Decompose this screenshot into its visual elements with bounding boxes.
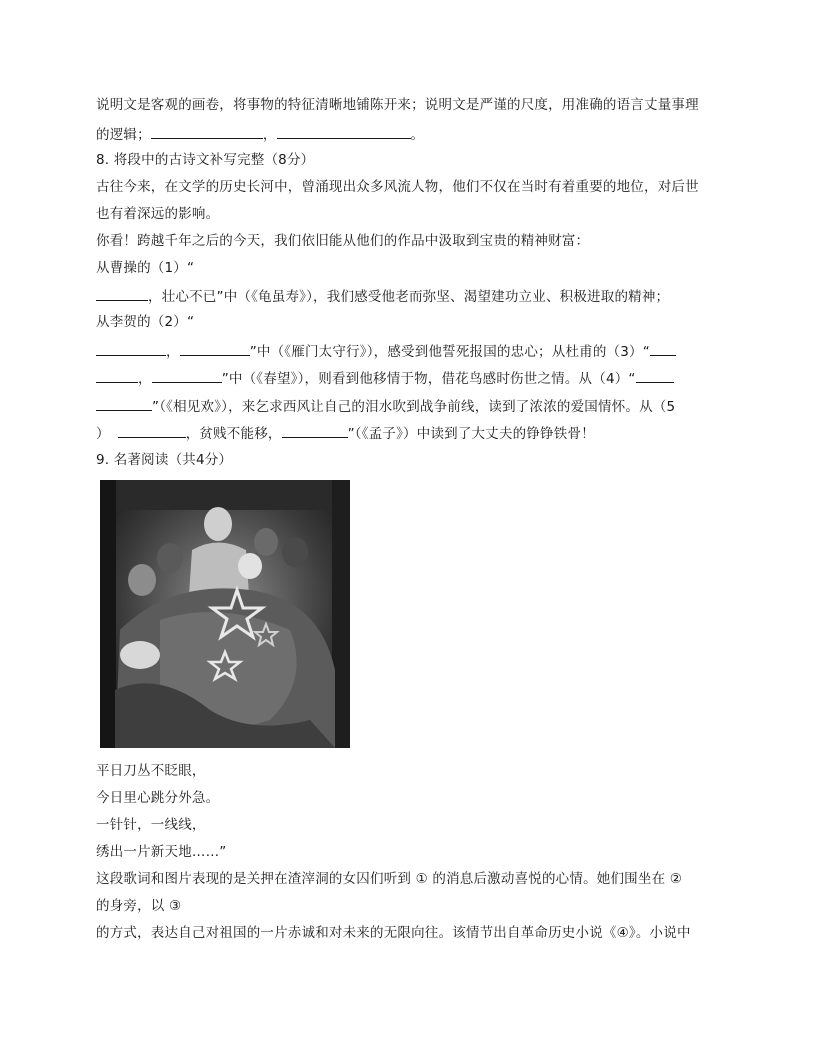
q8-paragraph-line [96,368,674,388]
q8-text: ”中（《春望》），则看到他移情于物，借花鸟感时伤世之情。从（4）“ [221,371,636,387]
intro-line-2-text-c: 。 [410,127,425,143]
historical-photo [100,480,350,748]
answer-blank[interactable] [152,368,222,383]
q8-paragraph-line: 也有着深远的影响。 [96,206,220,222]
question-8-title: 8. 将段中的古诗文补写完整（8分） [96,152,315,168]
poem-line: 平日刀丛不眨眼， [96,763,206,779]
intro-line-2 [96,124,424,144]
answer-blank[interactable] [96,341,166,356]
poem-line: 一针针，一线线， [96,817,206,833]
q8-paragraph-line: 从曹操的（1）“ [96,260,195,276]
answer-blank[interactable] [636,368,674,383]
answer-blank[interactable] [151,124,263,139]
q8-paragraph-line [96,286,669,306]
poem-line: 今日里心跳分外急。 [96,790,220,806]
intro-line-2-text-b: ， [262,127,277,143]
q9-paragraph-line: 这段歌词和图片表现的是关押在渣滓洞的女囚们听到 ① 的消息后激动喜悦的心情。她们围坐在 ② [96,871,683,887]
answer-blank[interactable] [180,341,250,356]
q9-paragraph-line: 的身旁，以 ③ [96,898,182,914]
q8-text: ， [138,371,152,387]
intro-line-2-text-a: 的逻辑； [96,127,151,143]
answer-blank[interactable] [650,341,676,356]
q8-paragraph-line [96,423,595,443]
q8-paragraph-line [96,341,676,361]
q8-text: ， [166,344,180,360]
q8-text: ”（《孟子》）中读到了大丈夫的铮铮铁骨！ [347,426,595,442]
answer-blank[interactable] [96,286,148,301]
q8-paragraph-line: 你看！跨越千年之后的今天，我们依旧能从他们的作品中汲取到宝贵的精神财富： [96,233,590,249]
poem-line: 绣出一片新天地……” [96,844,227,860]
intro-line-1: 说明文是客观的画卷，将事物的特征清晰地铺陈开来；说明文是严谨的尺度，用准确的语言丈量事理 [96,97,699,113]
q8-paragraph-line [96,396,675,416]
q9-paragraph-line: 的方式，表达自己对祖国的一片赤诚和对未来的无限向往。该情节出自革命历史小说《④》。小说中 [96,925,691,941]
q8-text: ，贫贱不能移， [185,426,282,442]
q8-text: ，壮心不已”中（《龟虽寿》），我们感受他老而弥坚、渴望建功立业、积极进取的精神； [148,289,670,305]
answer-blank[interactable] [96,396,152,411]
answer-blank[interactable] [118,423,186,438]
answer-blank[interactable] [277,124,411,139]
answer-blank[interactable] [282,423,348,438]
q8-text: ”（《相见欢》），来乞求西风让自己的泪水吹到战争前线，读到了浓浓的爱国情怀。从（5 [152,399,676,415]
answer-blank[interactable] [96,368,138,383]
question-9-title: 9. 名著阅读（共4分） [96,452,233,468]
q8-paragraph-line: 从李贺的（2）“ [96,314,195,330]
q8-text: ） [96,426,110,442]
q8-paragraph-line: 古往今来，在文学的历史长河中，曾涌现出众多风流人物，他们不仅在当时有着重要的地位，对后世 [96,179,699,195]
q8-text: ”中（《雁门太守行》），感受到他誓死报国的忠心；从杜甫的（3）“ [249,344,650,360]
